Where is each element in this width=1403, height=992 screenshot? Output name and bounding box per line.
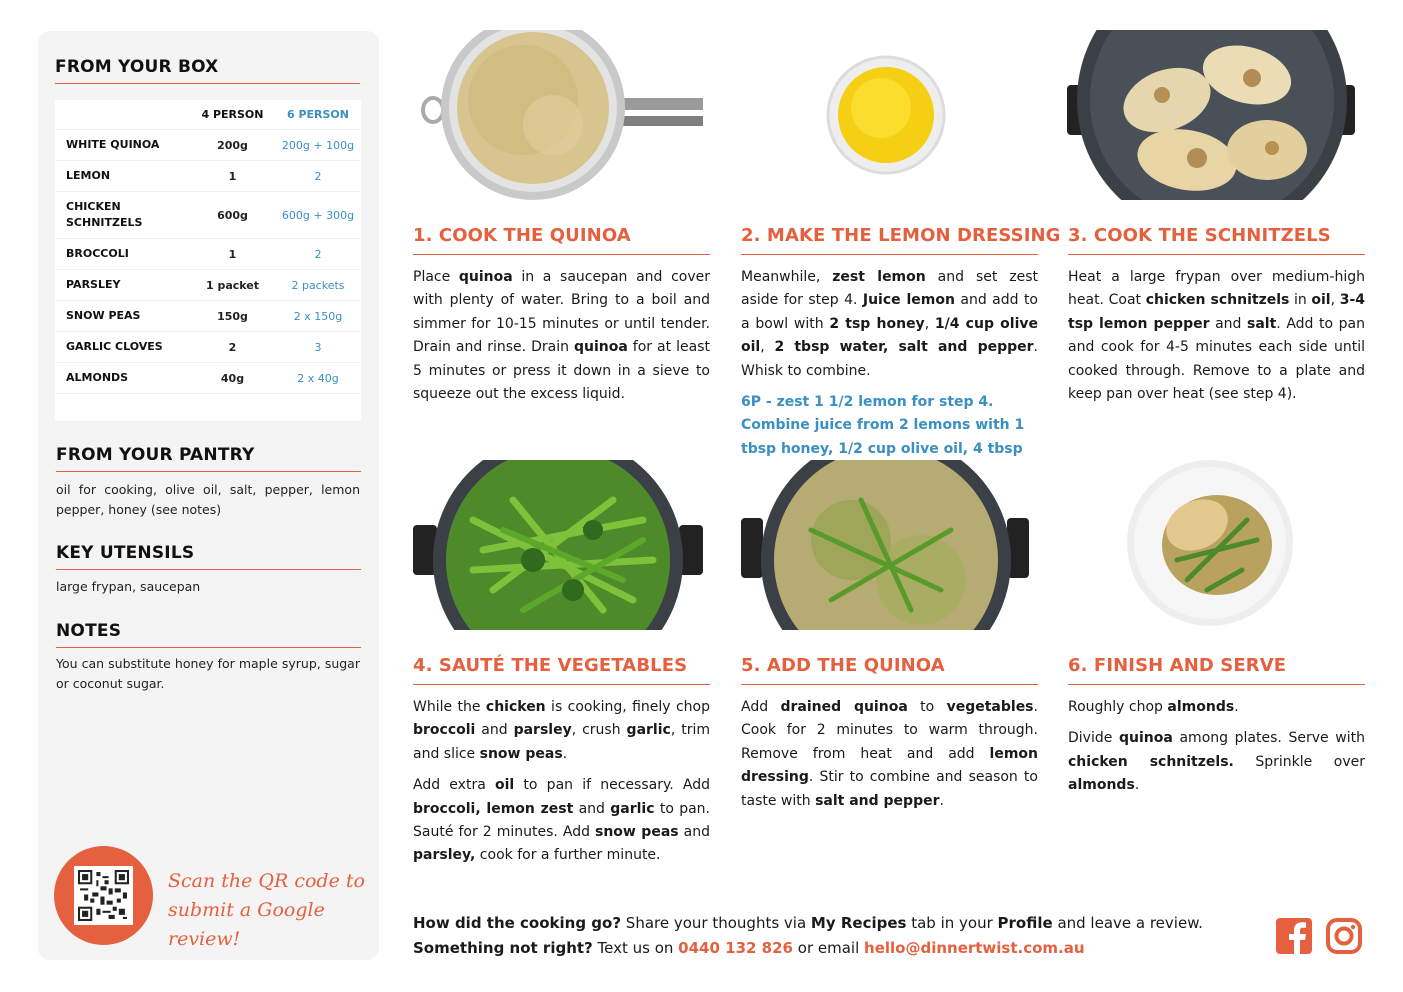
- qty-6p: 2 packets: [291, 278, 345, 292]
- utensils-title: KEY UTENSILS: [56, 543, 195, 563]
- schnitzels-pan-photo: [1067, 30, 1357, 200]
- instagram-icon[interactable]: [1326, 918, 1362, 954]
- phone-link[interactable]: 0440 132 826: [678, 939, 793, 957]
- qr-caption: Scan the QR code to submit a Google review!: [168, 870, 365, 950]
- divider: [56, 471, 361, 472]
- step-5-body: Add drained quinoa to vegetables. Cook for 2 minutes to warm through. Remove from heat and add lemon dressing. Stir to combine and season to taste with salt and pepper.: [741, 699, 1038, 809]
- qty-4p: 600g: [217, 208, 248, 222]
- table-row: [55, 363, 361, 394]
- qty-6p: 2: [314, 169, 322, 183]
- qty-6p: 600g + 300g: [281, 208, 355, 222]
- divider: [56, 647, 361, 648]
- facebook-icon[interactable]: [1276, 918, 1312, 954]
- qr-badge[interactable]: [54, 846, 153, 945]
- table-header: [55, 100, 361, 130]
- qty-4p: 40g: [220, 371, 245, 385]
- qty-4p: 1: [228, 169, 237, 183]
- ingredient-name: BROCCOLI: [66, 247, 129, 260]
- qty-4p: 1: [228, 247, 237, 261]
- step-6-title: 6. FINISH AND SERVE: [1068, 655, 1287, 676]
- divider: [413, 254, 710, 255]
- qty-6p: 200g + 100g: [281, 138, 355, 152]
- step-3-title: 3. COOK THE SCHNITZELS: [1068, 225, 1331, 246]
- lemon-dressing-photo: [741, 30, 1031, 200]
- table-row: [55, 239, 361, 270]
- step-5-title: 5. ADD THE QUINOA: [741, 655, 945, 676]
- ingredient-name: CHICKEN SCHNITZELS: [66, 200, 143, 229]
- table-row: [55, 161, 361, 192]
- notes-text: You can substitute honey for maple syrup, sugar or coconut sugar.: [56, 656, 360, 691]
- qty-6p: 3: [314, 340, 322, 354]
- step-1-body: Place quinoa in a saucepan and cover with plenty of water. Bring to a boil and simmer for 10-15 minutes or until tender. Drain and rinse. Drain quinoa for at least 5 minutes or press it down in a sieve to squeeze out the excess liquid.: [413, 269, 711, 403]
- step-3-body: Heat a large frypan over medium-high heat. Coat chicken schnitzels in oil, 3-4 tsp lemon pepper and salt. Add to pan and cook for 4-5 minutes each side until cooked through. Remove to a plate and keep pan over heat (see step 4).: [1068, 269, 1365, 403]
- step-4-title: 4. SAUTÉ THE VEGETABLES: [413, 655, 688, 676]
- qty-4p: 150g: [217, 309, 248, 323]
- table-row: [55, 270, 361, 301]
- table-row: [55, 332, 361, 363]
- qr-code-icon[interactable]: [74, 866, 133, 925]
- six-person-note: 6P - zest 1 1/2 lemon for step 4. Combine juice from 2 lemons with 1 tbsp honey, 1/2 cup olive oil, 4 tbsp: [741, 394, 1025, 457]
- table-row: [55, 192, 361, 239]
- ingredient-name: WHITE QUINOA: [66, 138, 160, 151]
- ingredient-name: GARLIC CLOVES: [66, 340, 163, 353]
- qty-4p: 2: [228, 340, 237, 354]
- table-row: [55, 301, 361, 332]
- divider: [1068, 254, 1365, 255]
- plated-dish-photo: [1067, 460, 1357, 630]
- email-link[interactable]: hello@dinnertwist.com.au: [864, 939, 1085, 957]
- divider: [1068, 684, 1365, 685]
- qty-6p: 2 x 150g: [293, 309, 343, 323]
- utensils-text: large frypan, saucepan: [56, 579, 201, 594]
- col-6-person: 6 PERSON: [286, 108, 349, 121]
- pantry-text: oil for cooking, olive oil, salt, pepper, lemon pepper, honey (see notes): [56, 482, 360, 517]
- step-6-body: Roughly chop almonds. Divide quinoa among plates. Serve with chicken schnitzels. Sprinkle over almonds.: [1068, 699, 1366, 794]
- step-1-title: 1. COOK THE QUINOA: [413, 225, 631, 246]
- divider: [741, 254, 1038, 255]
- ingredient-name: PARSLEY: [66, 278, 121, 291]
- saute-vegetables-photo: [413, 460, 703, 630]
- table-row: [55, 130, 361, 161]
- step-2-body: Meanwhile, zest lemon and set zest aside for step 4. Juice lemon and add to a bowl with 2 tsp honey, 1/4 cup olive oil, 2 tbsp water, salt and pepper. Whisk to combine. 6P - zest 1 1/2 lemon for step 4. Combine juice from 2 lemons with 1 tbsp honey, 1/2 cup olive oil, 4 tbsp: [741, 266, 1038, 493]
- ingredients-table: [55, 100, 361, 421]
- quinoa-sieve-photo: [413, 30, 703, 200]
- qty-4p: 200g: [217, 138, 248, 152]
- divider: [55, 83, 360, 84]
- pantry-title: FROM YOUR PANTRY: [56, 445, 255, 465]
- divider: [741, 684, 1038, 685]
- from-your-box-title: FROM YOUR BOX: [55, 57, 219, 77]
- qty-6p: 2 x 40g: [297, 371, 339, 385]
- notes-title: NOTES: [56, 621, 122, 641]
- divider: [56, 569, 361, 570]
- col-4-person: 4 PERSON: [201, 108, 264, 121]
- ingredient-name: SNOW PEAS: [66, 309, 141, 322]
- qty-6p: 2: [314, 247, 322, 261]
- ingredient-name: ALMONDS: [66, 371, 129, 384]
- step-2-title: 2. MAKE THE LEMON DRESSING: [741, 225, 1061, 246]
- ingredients-sidebar: [38, 31, 379, 960]
- step-4-body: While the chicken is cooking, finely chop broccoli and parsley, crush garlic, trim and slice snow peas. Add extra oil to pan if necessary. Add broccoli, lemon zest and garlic to pan. Sauté for 2 minutes. Add snow peas and parsley, cook for a further minute.: [413, 699, 711, 864]
- feedback-footer: How did the cooking go? Share your thoughts via My Recipes tab in your Profile and leave a review. Something not right? Text us on 0440 132 826 or email hello@dinnertwist.com.au: [413, 914, 1203, 957]
- add-quinoa-photo: [741, 460, 1031, 630]
- divider: [413, 684, 710, 685]
- qty-4p: 1 packet: [205, 278, 260, 292]
- ingredient-name: LEMON: [66, 169, 111, 182]
